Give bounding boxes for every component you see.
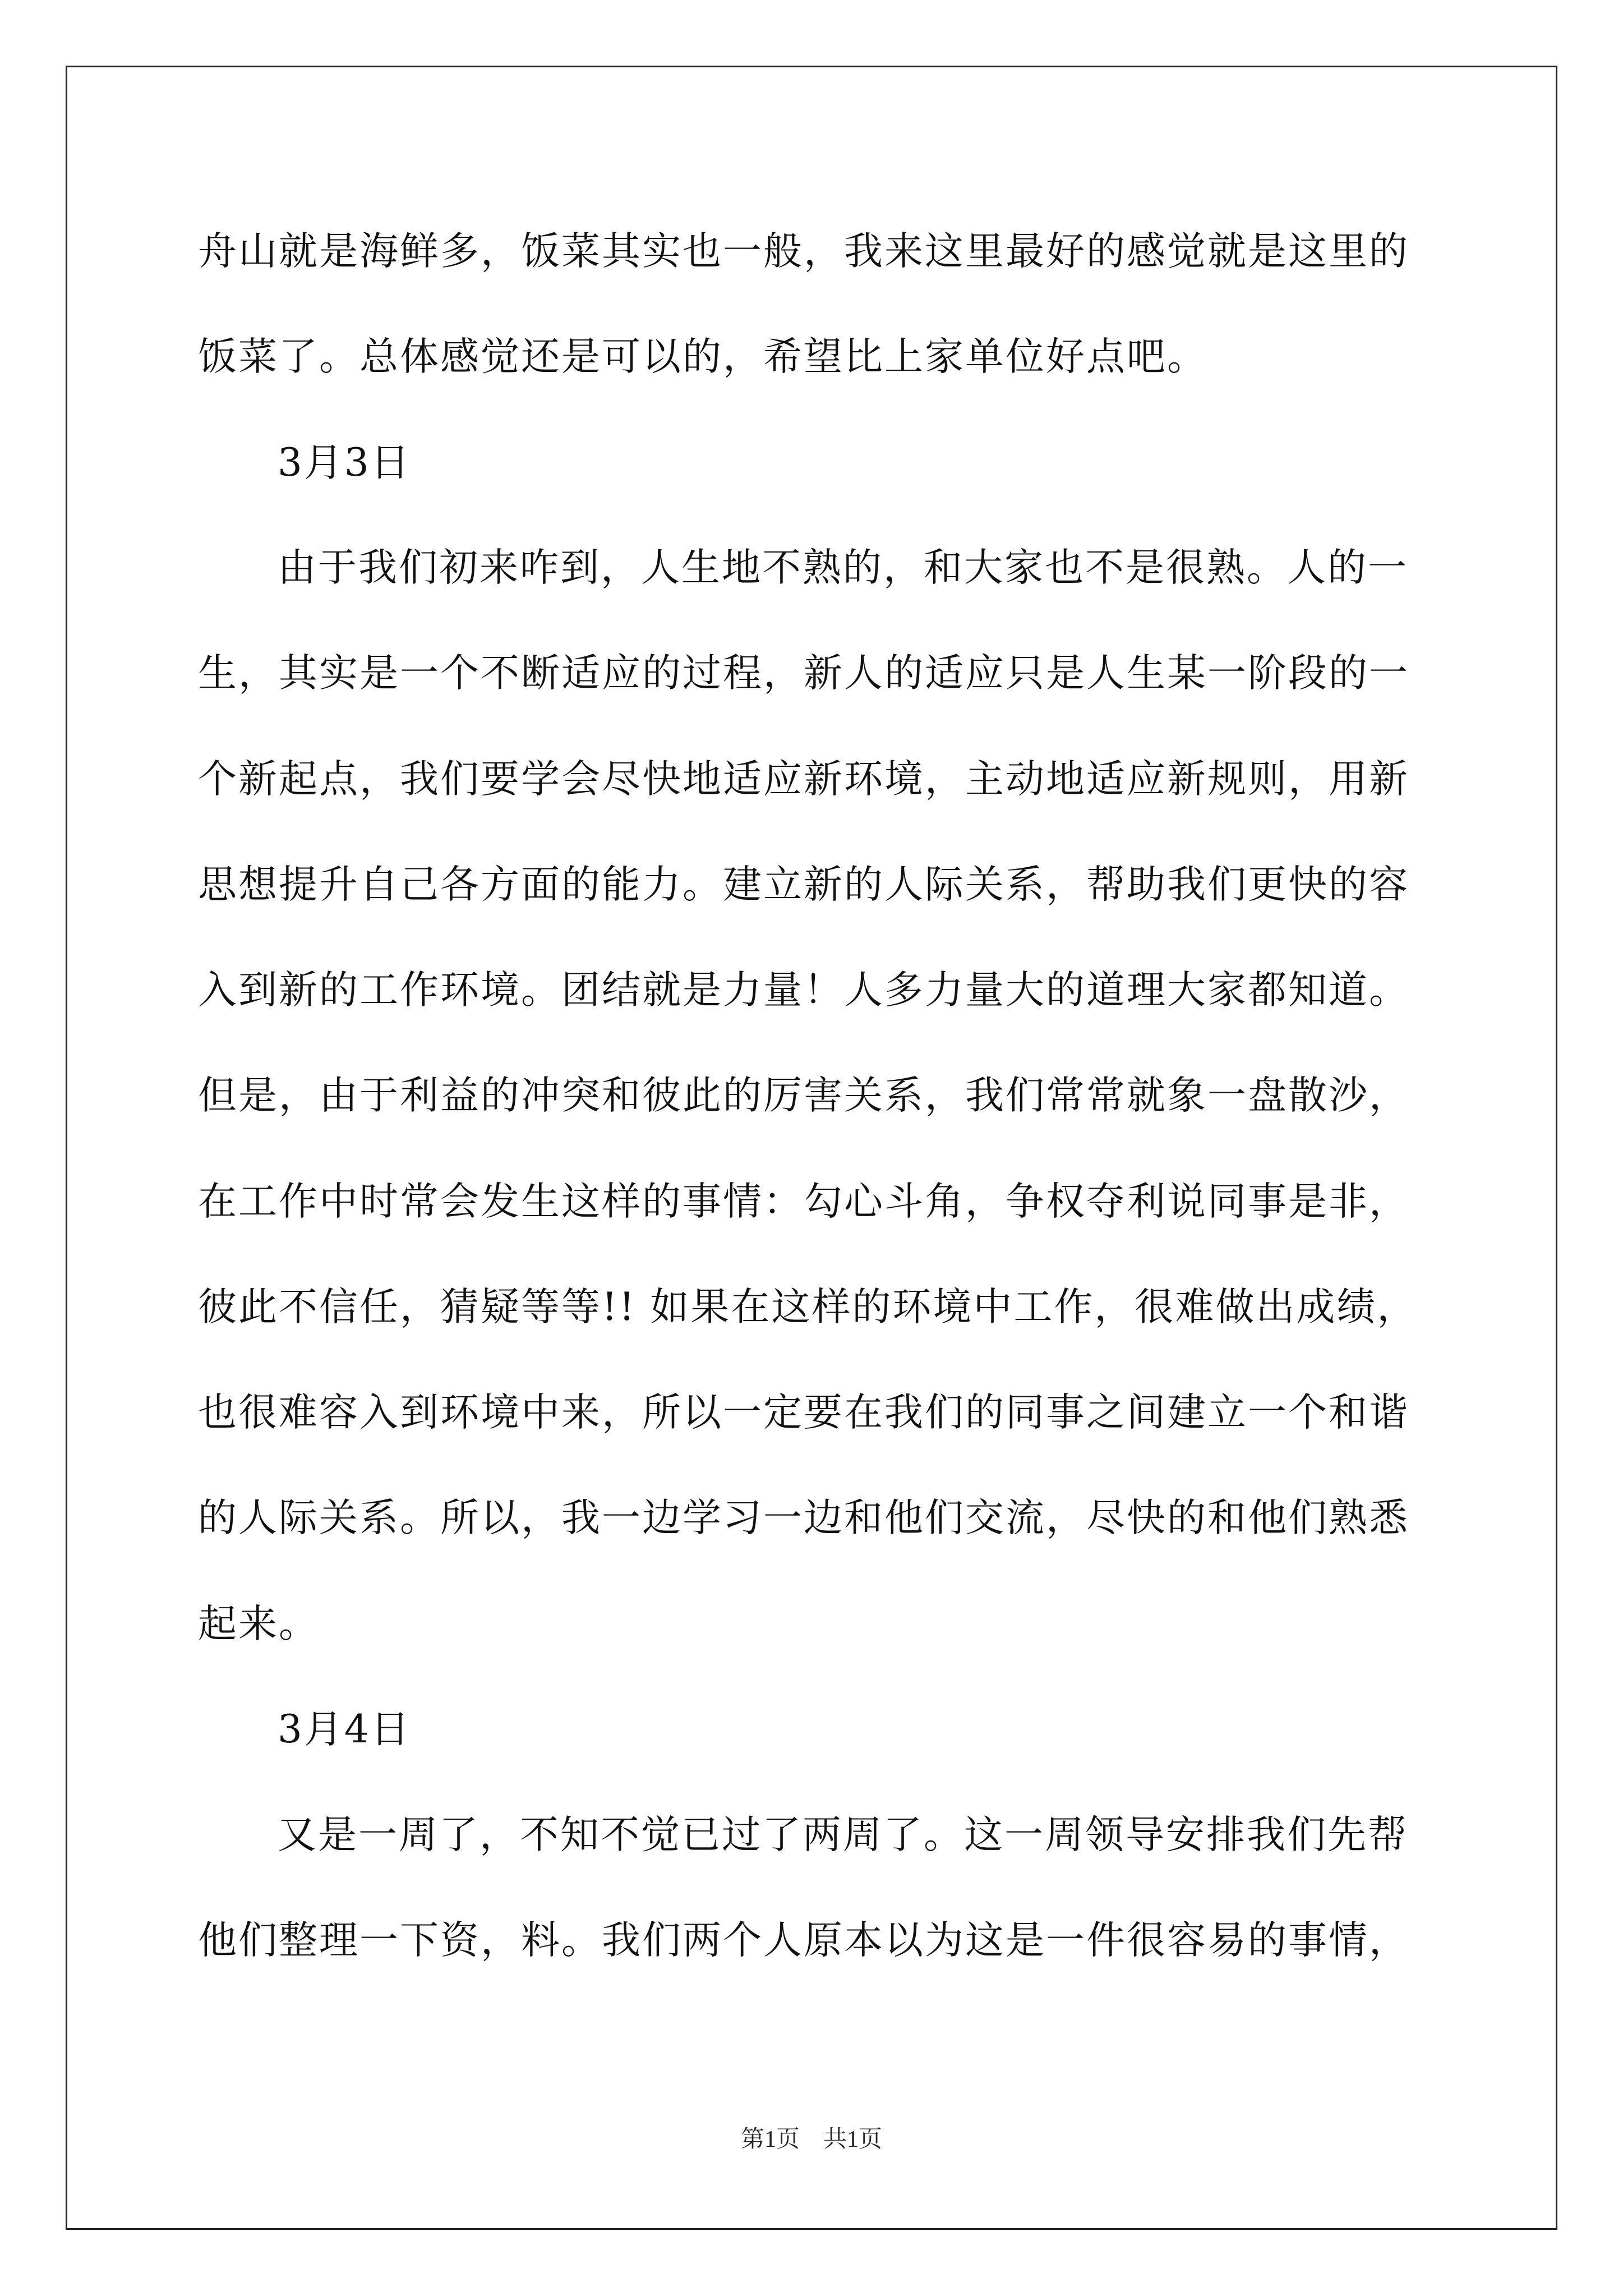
text-line-9: 但是，由于利益的冲突和彼此的厉害关系，我们常常就象一盘散沙， [198, 1073, 1409, 1118]
text-line-5: 生，其实是一个不断适应的过程，新人的适应只是人生某一阶段的一 [198, 651, 1409, 696]
text-line-4: 由于我们初来咋到，人生地不熟的，和大家也不是很熟。人的一 [278, 545, 1408, 590]
text-line-10: 在工作中时常会发生这样的事情：勾心斗角，争权夺利说同事是非， [198, 1179, 1409, 1224]
text-line-11: 彼此不信任，猜疑等等!! 如果在这样的环境中工作，很难做出成绩， [198, 1285, 1418, 1329]
text-line-14: 起来。 [198, 1602, 319, 1646]
page-number-footer: 第1页 共1页 [740, 2127, 882, 2152]
text-line-17: 他们整理一下资，料。我们两个人原本以为这是一件很容易的事情， [198, 1918, 1409, 1963]
page-frame [66, 66, 1557, 2230]
text-line-2: 饭菜了。总体感觉还是可以的，希望比上家单位好点吧。 [198, 334, 1207, 379]
date-heading-march-3: 3月3日 [278, 440, 411, 485]
date-heading-march-4: 3月4日 [278, 1707, 411, 1752]
text-line-13: 的人际关系。所以，我一边学习一边和他们交流，尽快的和他们熟悉 [198, 1496, 1409, 1540]
text-line-12: 也很难容入到环境中来，所以一定要在我们的同事之间建立一个和谐 [198, 1390, 1409, 1435]
text-line-16: 又是一周了，不知不觉已过了两周了。这一周领导安排我们先帮 [278, 1812, 1408, 1857]
text-line-1: 舟山就是海鲜多，饭菜其实也一般，我来这里最好的感觉就是这里的 [198, 229, 1409, 274]
text-line-7: 思想提升自己各方面的能力。建立新的人际关系，帮助我们更快的容 [198, 862, 1409, 907]
text-line-8: 入到新的工作环境。团结就是力量！人多力量大的道理大家都知道。 [198, 968, 1409, 1013]
text-line-6: 个新起点，我们要学会尽快地适应新环境，主动地适应新规则，用新 [198, 757, 1409, 802]
